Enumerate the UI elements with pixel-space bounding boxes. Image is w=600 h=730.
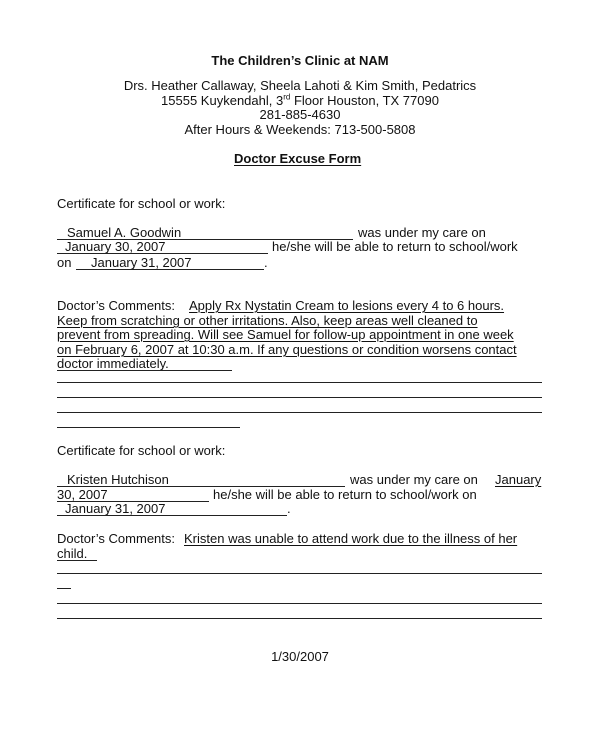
blank-rule (57, 573, 542, 574)
form-title: Doctor Excuse Form (234, 151, 362, 166)
return-date-1: January 31, 2007 (91, 255, 192, 270)
return-date-underline-2 (57, 515, 287, 516)
comment-line-1-1: Apply Rx Nystatin Cream to lesions every 4 to 6 hours. (189, 298, 505, 313)
care-date-underline-1 (57, 253, 268, 254)
comments-label-1: Doctor’s Comments: (57, 298, 175, 313)
care-text-2: was under my care on (350, 472, 478, 487)
care-date-2-part1: January (495, 472, 542, 487)
period-1: . (264, 255, 268, 270)
return-date-2: January 31, 2007 (65, 501, 166, 516)
footer-date: 1/30/2007 (271, 649, 329, 664)
blank-rule (57, 382, 542, 383)
return-date-underline-1 (76, 269, 264, 270)
comment-line-2-2: child. (57, 546, 88, 561)
certificate-heading-1: Certificate for school or work: (57, 196, 226, 211)
address-line: 15555 Kuykendahl, 3rd Floor Houston, TX 77090 (161, 92, 439, 108)
comments-label-2: Doctor’s Comments: (57, 531, 175, 546)
certificate-heading-2: Certificate for school or work: (57, 443, 226, 458)
care-date-2-part2: 30, 2007 (57, 487, 108, 502)
care-text-1: was under my care on (358, 225, 486, 240)
blank-rule (57, 397, 542, 398)
after-hours-line: After Hours & Weekends: 713-500-5808 (184, 122, 416, 137)
clinic-name: The Children’s Clinic at NAM (211, 53, 389, 68)
comment-line-1-3: prevent from spreading. Will see Samuel for follow-up appointment in one week (57, 327, 514, 342)
patient-name-1: Samuel A. Goodwin (67, 225, 182, 240)
doctors-line: Drs. Heather Callaway, Sheela Lahoti & Kim Smith, Pedatrics (123, 78, 477, 93)
comment-underline-1-5 (57, 370, 232, 371)
comment-line-1-5: doctor immediately. (57, 356, 169, 371)
comment-line-2-1: Kristen was unable to attend work due to the illness of her (184, 531, 518, 546)
phone-line: 281-885-4630 (259, 107, 341, 122)
patient-name-2: Kristen Hutchison (67, 472, 169, 487)
comment-line-1-2: Keep from scratching or other irritations. Also, keep areas well cleaned to (57, 313, 478, 328)
blank-rule (57, 412, 542, 413)
blank-rule (57, 618, 542, 619)
blank-rule (57, 588, 71, 589)
on-label-1: on (57, 255, 72, 270)
return-text-1: he/she will be able to return to school/work (272, 239, 518, 254)
period-2: . (287, 501, 291, 516)
comment-underline-2-2 (57, 560, 97, 561)
comment-line-1-4: on February 6, 2007 at 10:30 a.m. If any questions or condition worsens contact (57, 342, 517, 357)
blank-rule (57, 603, 542, 604)
care-date-1: January 30, 2007 (65, 239, 166, 254)
return-text-2: he/she will be able to return to school/work on (213, 487, 477, 502)
blank-rule (57, 427, 240, 428)
